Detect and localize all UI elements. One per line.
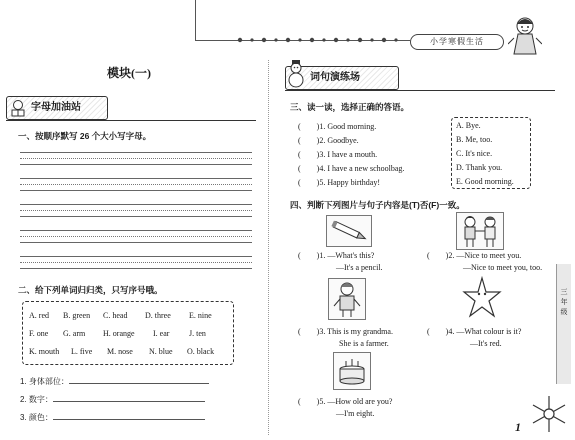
word-item: C. head [103,311,128,320]
word-item: F. one [29,329,49,338]
p2-line-1: ( )2. —Nice to meet you. [427,251,522,260]
writing-line [20,164,252,165]
writing-line [20,184,252,185]
person-icon [329,279,365,319]
page-gutter [268,60,269,435]
q3-item: ( )5. Happy birthday! [298,178,380,187]
question-2-title: 二、给下列单词归归类，只写序号哦。 [18,285,163,295]
p1-line-1: ( )1. —What's this? [298,251,375,260]
pen-icon [327,216,371,246]
answer-blank[interactable] [69,375,209,384]
word-item: H. orange [103,329,135,338]
sentence-practice-title: 词句演练场 [310,72,360,83]
grade-side-tab [556,264,571,384]
word-bank-row [29,329,206,338]
word-bank [22,301,234,365]
word-item: D. three [145,311,171,320]
word-item: I. ear [153,329,170,338]
birthday-cake-picture [333,352,371,390]
category-numbers [20,393,205,405]
writing-line [20,178,252,179]
writing-line [20,230,252,231]
banner-underline [285,90,555,91]
letter-station-title: 字母加油站 [31,102,81,113]
q3-answer: D. Thank you. [456,163,503,172]
q3-answer: A. Bye. [456,121,481,130]
category-label: 1. 身体部位： [20,377,69,386]
p1-line-2: —It's a pencil. [336,263,383,272]
word-item: G. arm [63,329,86,338]
grade-tab-char: 年 [560,299,568,306]
starfish-picture [462,276,502,318]
q3-item: ( )1. Good morning. [298,122,377,131]
writing-line [20,190,252,191]
girl-mascot-icon [508,14,542,58]
two-children-picture [456,212,504,250]
writing-line [20,210,252,211]
writing-line [20,236,252,237]
category-label: 2. 数字： [20,395,53,404]
letter-station-banner [6,96,108,120]
writing-line [20,152,252,153]
p3-line-2: She is a farmer. [339,339,389,348]
word-bank-row [29,311,212,320]
grandma-picture [328,278,366,320]
q3-item: ( )2. Goodbye. [298,136,359,145]
writing-line [20,268,252,269]
writing-line [20,204,252,205]
q3-answer: C. It's nice. [456,149,493,158]
q3-item: ( )4. I have a new schoolbag. [298,164,405,173]
page-number: 1 [515,420,521,434]
word-item: J. ten [189,329,206,338]
cake-icon [334,353,370,389]
word-item: K. mouth [29,347,60,356]
sentence-practice-banner [285,66,399,90]
pencil-picture [326,215,372,247]
snowflake-decoration-icon [528,392,570,436]
writing-line [20,256,252,257]
module-title: 模块(一) [107,66,151,80]
category-label: 3. 颜色： [20,413,53,422]
word-item: M. nose [107,347,133,356]
p4-line-2: —It's red. [470,339,502,348]
question-4-title: 四、判断下列图片与句子内容是(T)否(F)一致。 [290,200,465,210]
starfish-icon [462,276,502,318]
word-item: L. five [71,347,93,356]
grade-tab-char: 三 [560,289,568,296]
q3-item: ( )3. I have a mouth. [298,150,378,159]
p4-line-1: ( )4. —What colour is it? [427,327,522,336]
writing-line [20,242,252,243]
grade-tab-char: 级 [560,309,568,316]
question-3-title: 三、读一读，选择正确的答语。 [290,102,410,112]
writing-line [20,158,252,159]
q3-answer: B. Me, too. [456,135,493,144]
writing-line [20,262,252,263]
word-item: A. red [29,311,49,320]
p3-line-1: ( )3. This is my grandma. [298,327,393,336]
word-item: B. green [63,311,91,320]
q3-answer: E. Good morning. [456,177,514,186]
snowman-icon [284,59,308,89]
category-colors [20,411,205,423]
header-tab: 小学寒假生活 [410,34,504,50]
word-item: E. nine [189,311,212,320]
word-bank-row [29,347,214,356]
header-divider [195,0,196,40]
word-item: N. blue [149,347,173,356]
answer-blank[interactable] [53,411,205,420]
children-meeting-icon [457,213,503,249]
p2-line-2: —Nice to meet you, too. [463,263,543,272]
p5-line-2: —I'm eight. [336,409,375,418]
writing-line [20,216,252,217]
p5-line-1: ( )5. —How old are you? [298,397,393,406]
category-body-parts [20,375,209,387]
answer-blank[interactable] [53,393,205,402]
header-dots-decoration [230,34,410,46]
boy-reading-icon [9,99,27,117]
banner-underline [6,120,256,121]
question-1-title: 一、按顺序默写 26 个大小写字母。 [18,131,152,141]
word-item: O. black [187,347,215,356]
